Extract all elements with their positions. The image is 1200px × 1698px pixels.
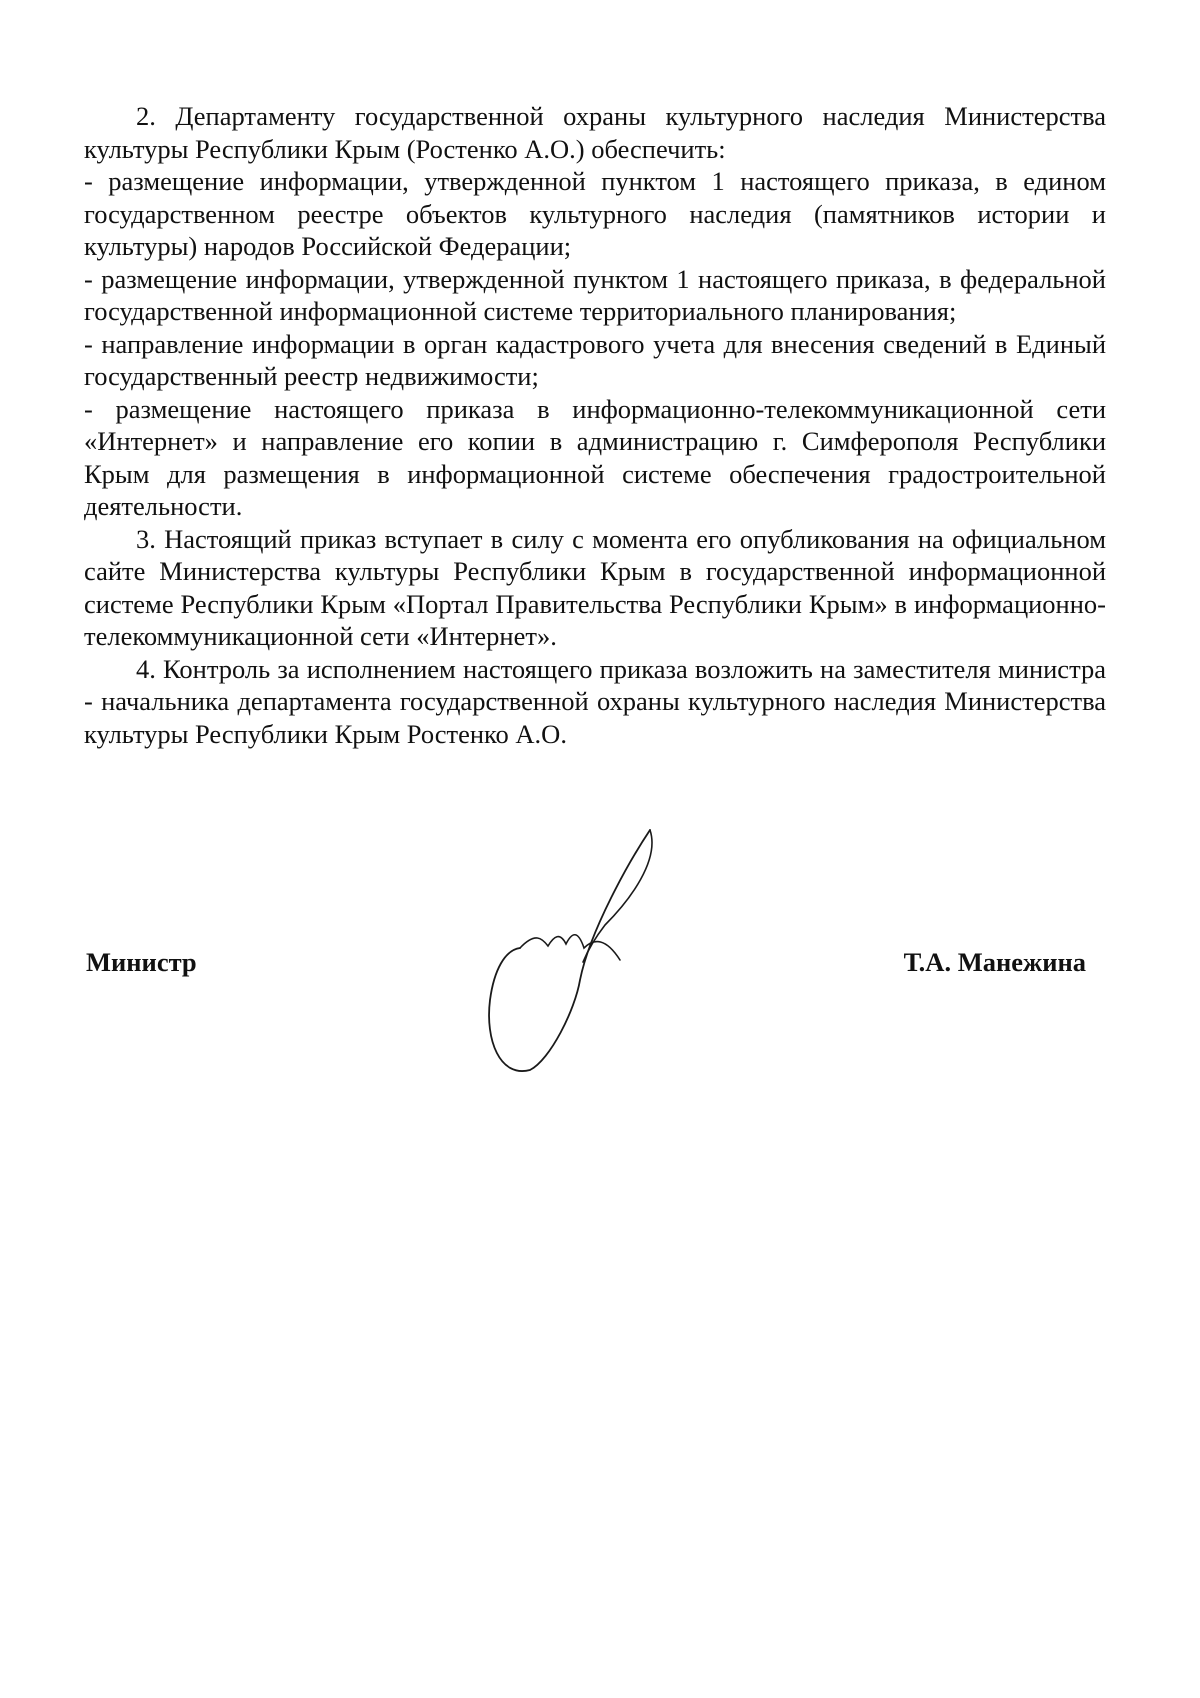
- paragraph-2-intro: 2. Департаменту государственной охраны культурного наследия Министерства культуры Республики Крым (Ростенко А.О.) обеспечить:: [84, 101, 1106, 164]
- signatory-name: Т.А. Манежина: [903, 947, 1086, 977]
- paragraph-3: 3. Настоящий приказ вступает в силу с момента его опубликования на официальном сайте Министерства культуры Республики Крым в государственной информационной системе Республики Крым «Портал Правительства Республики Крым» в информационно-телекоммуникационной сети «Интернет».: [84, 523, 1106, 651]
- paragraph-2-item-3: - направление информации в орган кадастрового учета для внесения сведений в Единый государственный реестр недвижимости;: [84, 328, 1106, 391]
- signature-stroke-middle: [520, 935, 620, 960]
- paragraph-2-item-4: - размещение настоящего приказа в информационно-телекоммуникационной сети «Интернет» и направление его копии в администрацию г. Симферополя Республики Крым для размещения в информационной системе обеспечения градостроительной деятельности.: [84, 393, 1106, 521]
- handwritten-signature: [480, 820, 680, 1080]
- paragraph-2-item-2: - размещение информации, утвержденной пунктом 1 настоящего приказа, в федеральной государственной информационной системе территориального планирования;: [84, 263, 1106, 326]
- paragraph-2-item-1: - размещение информации, утвержденной пунктом 1 настоящего приказа, в едином государственном реестре объектов культурного наследия (памятников истории и культуры) народов Российской Федерации;: [84, 166, 1106, 261]
- paragraph-4: 4. Контроль за исполнением настоящего приказа возложить на заместителя министра - начальника департамента государственной охраны культурного наследия Министерства культуры Республики Крым Ростенко А.О.: [84, 653, 1106, 749]
- signatory-title: Министр: [86, 947, 197, 977]
- document-body: [84, 100, 1106, 750]
- signature-stroke-loop: [489, 830, 650, 1071]
